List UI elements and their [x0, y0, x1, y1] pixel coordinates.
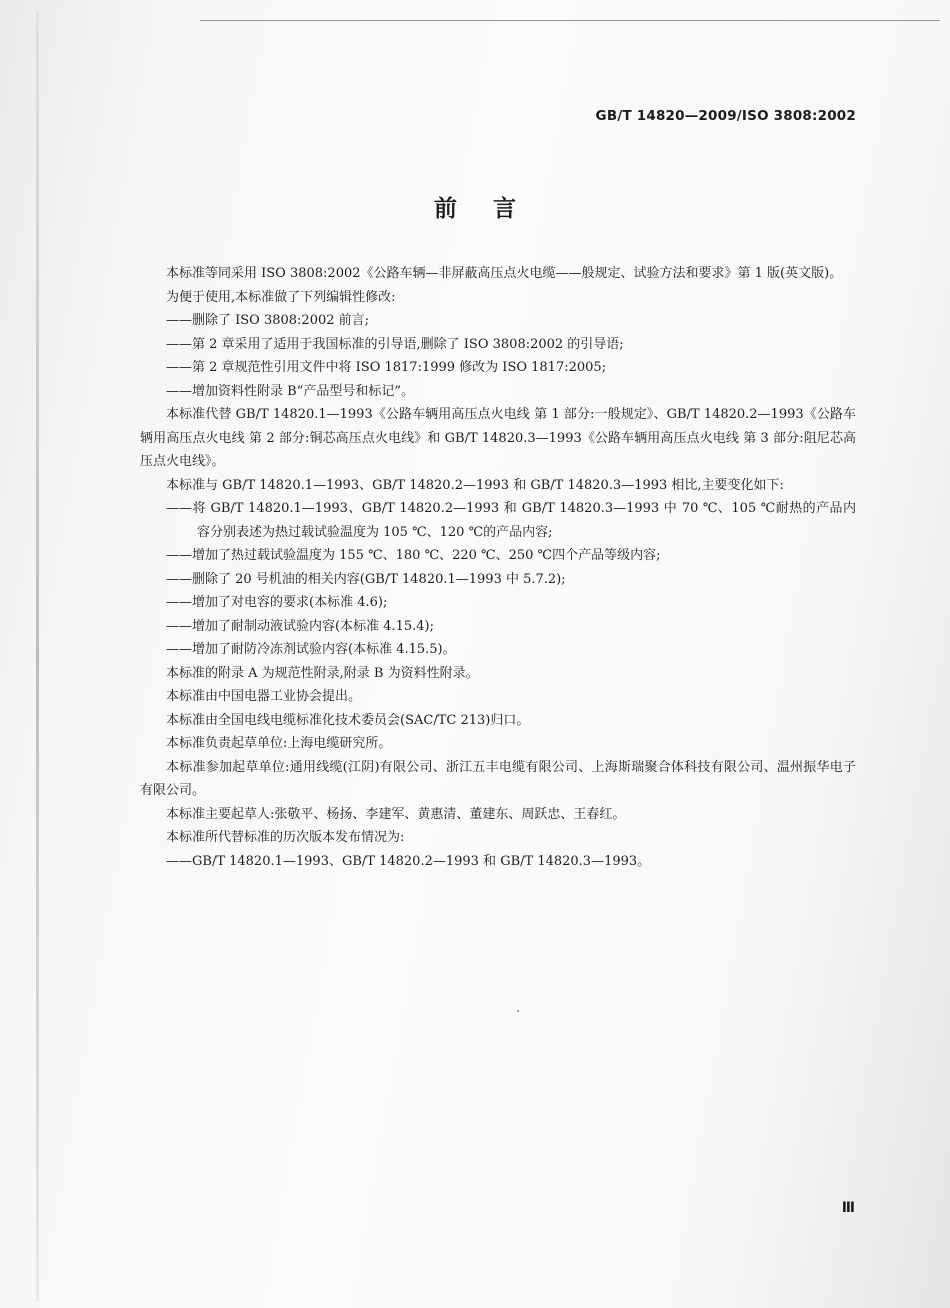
- page-number: Ⅲ: [841, 1200, 854, 1216]
- paragraph-editorial-intro: 为便于使用,本标准做了下列编辑性修改:: [166, 289, 396, 305]
- paragraph-adoption: 本标准等同采用 ISO 3808:2002《公路车辆—非屏蔽高压点火电缆——般规定、试验方法和要求》第 1 版(英文版)。: [166, 266, 843, 281]
- paragraph-committee: 本标准由全国电线电缆标准化技术委员会(SAC/TC 213)归口。: [166, 712, 530, 728]
- paragraph-annexes: 本标准的附录 A 为规范性附录,附录 B 为资料性附录。: [166, 665, 479, 681]
- list-item: ——将 GB/T 14820.1—1993、GB/T 14820.2—1993 和 GB/T 14820.3—1993 中 70 ℃、105 ℃耐热的产品内容分别表述为热过载试验温度为 105 ℃、120 ℃的产品内容;: [166, 501, 856, 540]
- paragraph-replaces: 本标准代替 GB/T 14820.1—1993《公路车辆用高压点火电线 第 1 部分:一般规定》、GB/T 14820.2—1993《公路车辆用高压点火电线 第 2 部分:铜芯高压点火电线》和 GB/T 14820.3—1993《公路车辆用高压点火电线 第 3 部分:阻尼芯高压点火电线》。: [140, 407, 856, 469]
- list-item: ——删除了 ISO 3808:2002 前言;: [166, 313, 370, 328]
- paragraph-changes-intro: 本标准与 GB/T 14820.1—1993、GB/T 14820.2—1993 和 GB/T 14820.3—1993 相比,主要变化如下:: [166, 477, 784, 493]
- list-item: ——第 2 章规范性引用文件中将 ISO 1817:1999 修改为 ISO 1817:2005;: [166, 360, 607, 375]
- paragraph-participating-units: 本标准参加起草单位:通用线缆(江阴)有限公司、浙江五丰电缆有限公司、上海斯瑞聚合体科技有限公司、温州振华电子有限公司。: [140, 759, 856, 798]
- paragraph-drafters: 本标准主要起草人:张敬平、杨扬、李建军、黄惠清、董建东、周跃忠、王春红。: [166, 806, 626, 822]
- list-item: ——增加了对电容的要求(本标准 4.6);: [166, 595, 388, 610]
- list-item: ——增加了热过载试验温度为 155 ℃、180 ℃、220 ℃、250 ℃四个产品等级内容;: [166, 548, 661, 563]
- list-item: ——删除了 20 号机油的相关内容(GB/T 14820.1—1993 中 5.7.2);: [166, 571, 566, 587]
- header-rule: [200, 20, 940, 21]
- paragraph-drafting-unit: 本标准负责起草单位:上海电缆研究所。: [166, 736, 392, 751]
- paragraph-history-intro: 本标准所代替标准的历次版本发布情况为:: [166, 830, 405, 845]
- paragraph-proposed-by: 本标准由中国电器工业协会提出。: [166, 689, 362, 704]
- standard-number: GB/T 14820—2009/ISO 3808:2002: [595, 108, 856, 124]
- list-item: ——增加资料性附录 B“产品型号和标记”。: [166, 383, 414, 399]
- list-item: ——GB/T 14820.1—1993、GB/T 14820.2—1993 和 GB/T 14820.3—1993。: [166, 853, 651, 869]
- list-item: ——增加了耐防冷冻剂试验内容(本标准 4.15.5)。: [166, 642, 456, 657]
- page-title: 前言: [434, 196, 552, 222]
- foreword-body: [140, 262, 856, 873]
- scan-speck: [517, 1010, 519, 1012]
- list-item: ——增加了耐制动液试验内容(本标准 4.15.4);: [166, 618, 435, 634]
- list-item: ——第 2 章采用了适用于我国标准的引导语,删除了 ISO 3808:2002 的引导语;: [166, 336, 624, 352]
